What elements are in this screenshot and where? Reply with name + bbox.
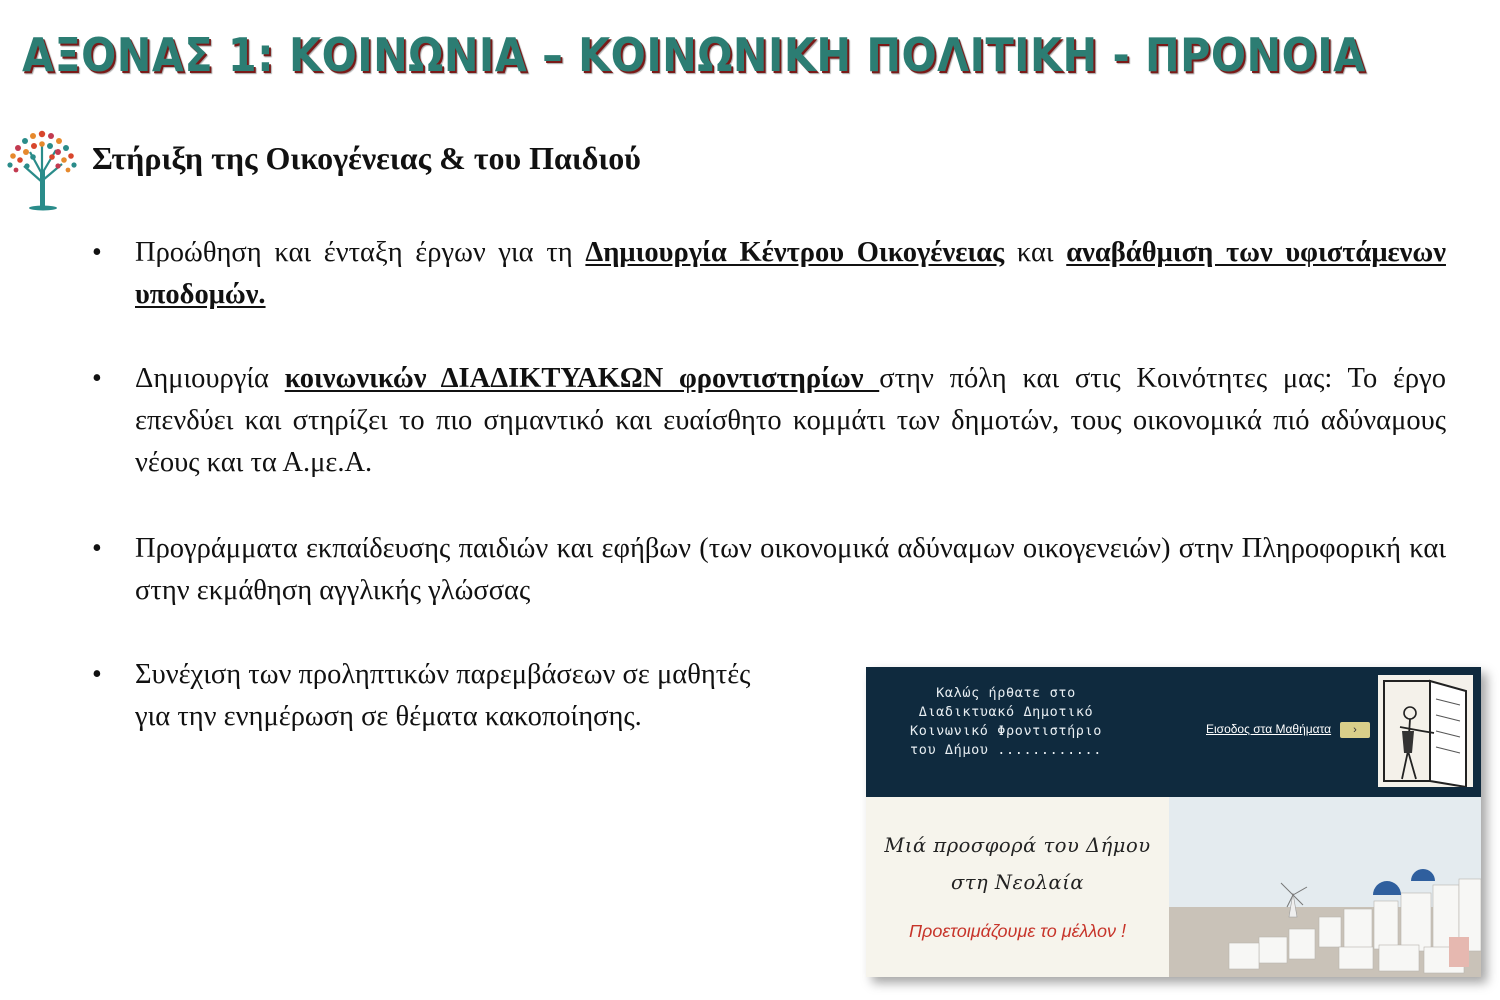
item-text: Συνέχιση των προληπτικών παρεμβάσεων σε μαθητές (135, 659, 751, 690)
welcome-line: Καλώς ήρθατε στο (936, 685, 1076, 701)
door-figure-icon (1378, 675, 1473, 787)
list-item (135, 358, 1446, 484)
item-text: στην πόλη και στις Κοινότητες μας: Το έργο επενδύει και στηρίζει το πιο σημαντικό και ευαίσθητο κομμάτι των δημοτών, τους οικονομικά πιό αδύναμους νέους και τα Α.με.Α. (135, 363, 1446, 478)
item-text: για την ενημέρωση σε θέματα κακοποίησης. (135, 701, 642, 732)
bullet-4: • (92, 659, 102, 690)
welcome-line: του Δήμου ............ (909, 742, 1102, 758)
offer-text (866, 827, 1169, 901)
bullet-2: • (92, 363, 102, 394)
login-button[interactable]: › (1340, 722, 1370, 738)
offer-line: στη Νεολαία (950, 871, 1085, 894)
item-text: και (1004, 237, 1067, 268)
bullet-3: • (92, 533, 102, 564)
item-text: Δημιουργία (135, 363, 285, 394)
welcome-line: Κοινωνικό Φροντιστήριο (909, 723, 1102, 739)
item-emphasis: αναβάθμιση των υφιστάμενων υποδομών. (135, 237, 1446, 310)
item-text: Προγράμματα εκπαίδευσης παιδιών και εφήβων (των οικονομικά αδύναμων οικογενειών) στην Πληροφορική και στην εκμάθηση αγγλικής γλώσσας (135, 533, 1446, 606)
list-item (135, 528, 1446, 612)
website-screenshot (866, 667, 1481, 977)
item-emphasis: κοινωνικών ΔΙΑΔΙΚΤΥΑΚΩΝ φροντιστηρίων (284, 363, 880, 394)
offer-panel (866, 797, 1169, 977)
list-item (135, 232, 1446, 316)
login-link[interactable]: Εισοδος στα Μαθήματα (1206, 722, 1332, 736)
tree-logo-icon (0, 122, 86, 212)
item-text: Προώθηση και ένταξη έργων για τη (135, 237, 586, 268)
section-subtitle: Στήριξη της Οικογένειας & του Παιδιού (92, 140, 641, 176)
item-emphasis: Δημιουργία Κέντρου Οικογένειας (585, 237, 1005, 268)
slogan-text: Προετοιμάζουμε το μέλλον ! (909, 921, 1126, 941)
welcome-line: Διαδικτυακό Δημοτικό (918, 704, 1094, 720)
offer-line: Μιά προσφορά του Δήμου (884, 834, 1151, 857)
slide-title: ΑΞΟΝΑΣ 1: ΚΟΙΝΩΝΙΑ – ΚΟΙΝΩΝΙΚΗ ΠΟΛΙΤΙΚΗ - ΠΡΟΝΟΙΑ (22, 28, 1366, 82)
website-header (866, 667, 1481, 797)
list-item (135, 654, 855, 738)
welcome-text (886, 684, 1126, 760)
bullet-1: • (92, 237, 102, 268)
santorini-photo (1169, 797, 1481, 977)
